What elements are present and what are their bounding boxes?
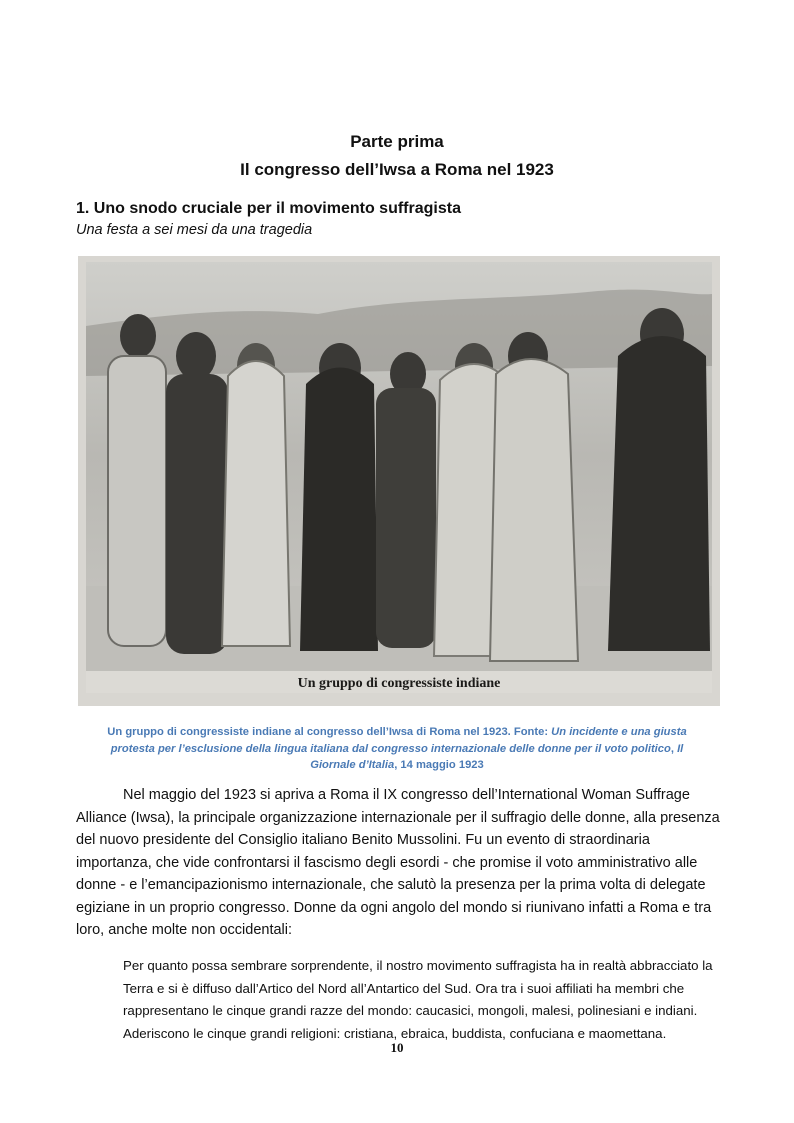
caption-separator: , [670, 742, 678, 755]
caption-date: , 14 maggio 1923 [394, 759, 484, 771]
body-paragraph: Nel maggio del 1923 si apriva a Roma il IX congresso dell’International Woman Suffrage Alliance (Iwsa), la principale organizzazione internazionale per il suffragio delle donne, alla presenza del nuovo presidente del Consiglio italiano Benito Mussolini. Fu un evento di straordinaria importanza, che vide confrontarsi il fascismo degli esordi - che promise il voto amministrativo alle donne - e l’emancipazionismo internazionale, che salutò la presenza per la prima volta di delegate egiziane in un proprio congresso. Donne da ogni angolo del mondo si riunivano infatti a Roma e tra loro, anche molte non occidentali: [76, 787, 720, 938]
body-text [76, 784, 720, 942]
historical-photo [78, 256, 720, 706]
caption-lead: Un gruppo di congressiste indiane al congresso dell’Iwsa di Roma nel 1923. Fonte: [107, 726, 552, 738]
photo-printed-caption: Un gruppo di congressiste indiane [297, 676, 501, 691]
figure-caption [90, 724, 704, 774]
section-subheading: Una festa a sei mesi da una tragedia [76, 222, 313, 238]
part-subtitle: Il congresso dell’Iwsa a Roma nel 1923 [240, 160, 554, 179]
page-number: 10 [390, 1040, 404, 1055]
part-label: Parte prima [350, 132, 444, 151]
section-heading: 1. Uno snodo cruciale per il movimento suffragista [76, 200, 461, 217]
caption-source-title: Un incidente e una giusta protesta per l’esclusione della lingua italiana dal congresso internazionale delle donne per il voto politico [110, 726, 687, 755]
caption-source-paper: Il Giornale d’Italia [310, 742, 684, 771]
block-quote: Per quanto possa sembrare sorprendente, il nostro movimento suffragista ha in realtà abbracciato la Terra e si è diffuso dall’Artico del Nord all’Antartico del Sud. Ora tra i suoi affiliati ha membri che rappresentano le cinque grandi razze del mondo: caucasici, mongoli, malesi, polinesiani e indiani. Aderiscono le cinque grandi religioni: cristiana, ebraica, buddista, confuciana e maomettana. [123, 958, 713, 1041]
